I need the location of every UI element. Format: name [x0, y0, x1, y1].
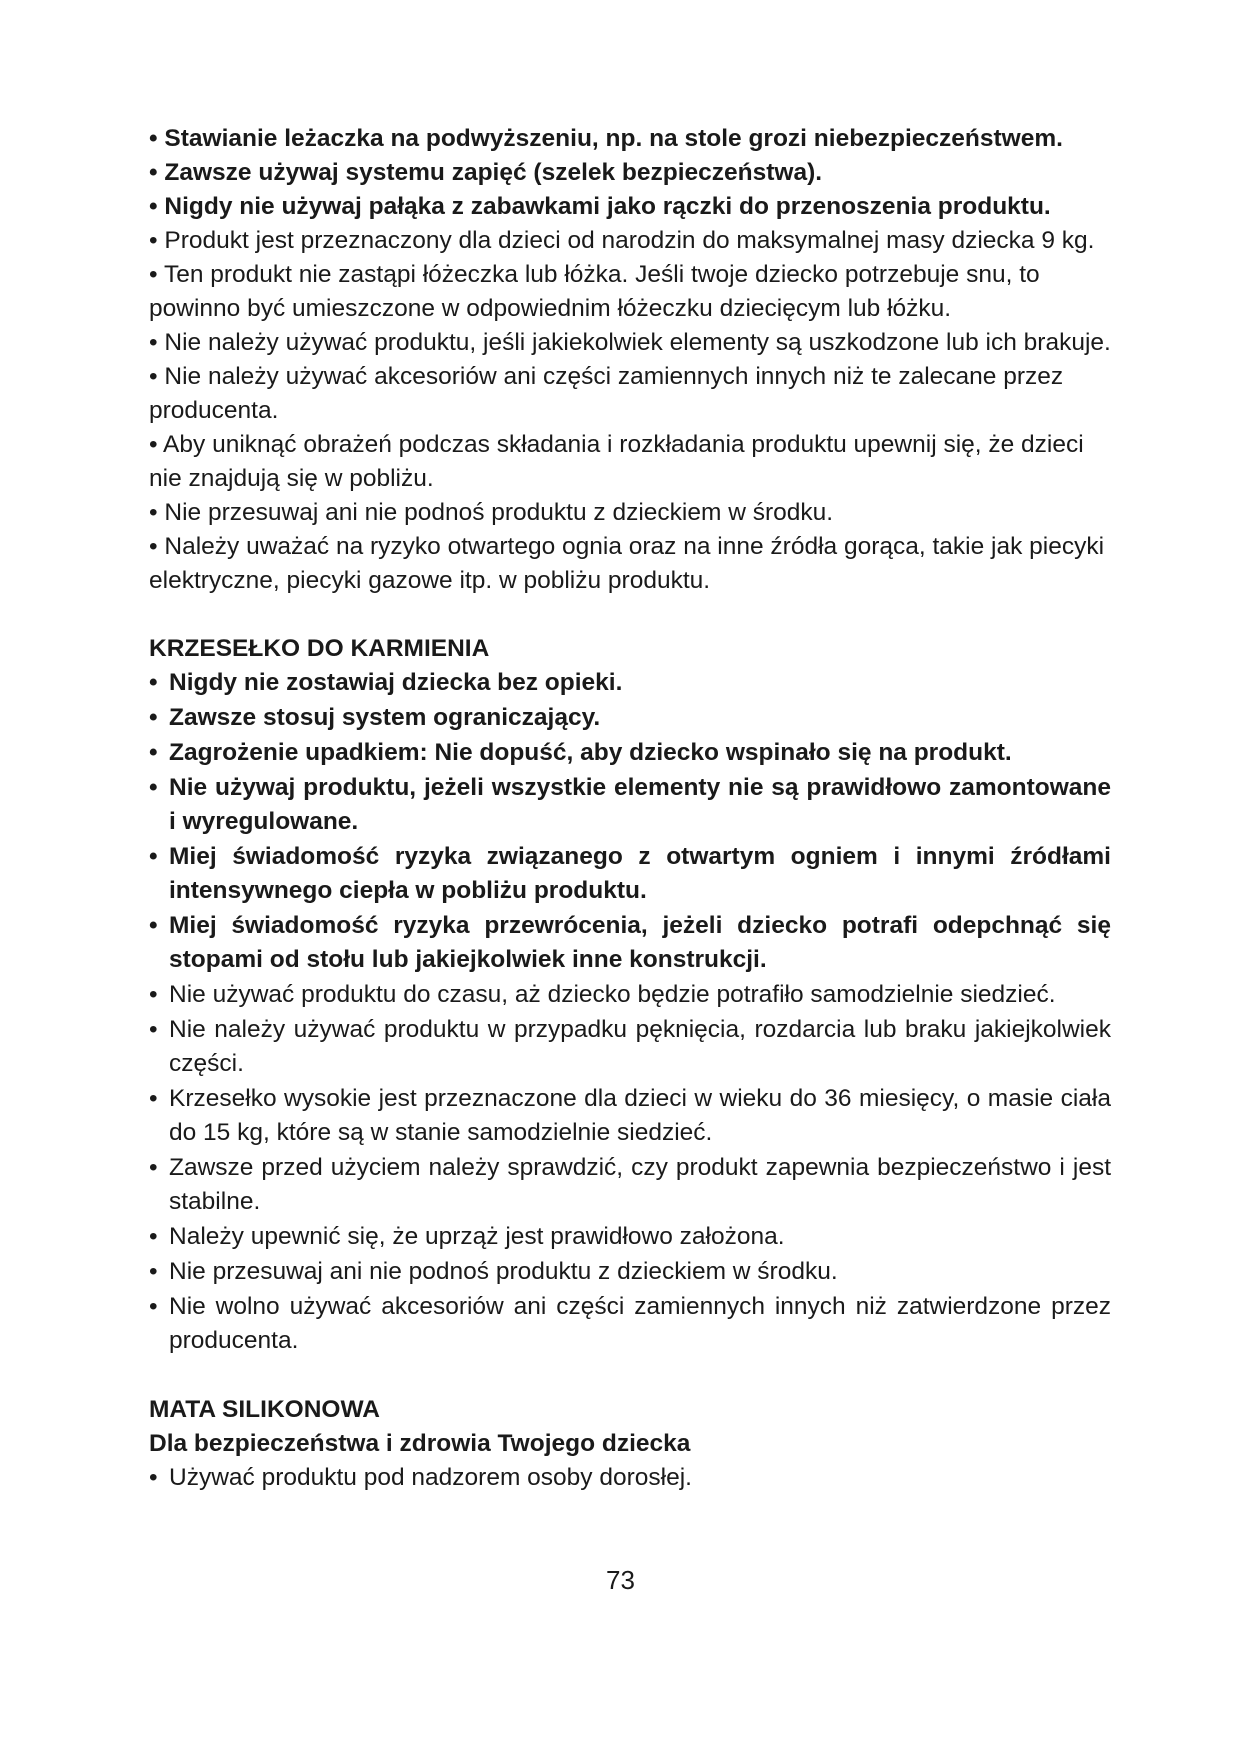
- silicone-mat-section: [149, 1393, 1111, 1495]
- section-spacer: [149, 598, 1111, 632]
- list-item: [149, 1255, 1111, 1289]
- list-item: [149, 771, 1111, 839]
- list-item: [149, 530, 1111, 598]
- list-item: [149, 736, 1111, 770]
- list-item: [149, 1013, 1111, 1081]
- list-item: [149, 360, 1111, 428]
- bullet: •: [149, 1223, 158, 1250]
- list-item-text: Nie przesuwaj ani nie podnoś produktu z dzieckiem w środku.: [169, 1258, 838, 1285]
- list-item: [149, 122, 1111, 156]
- list-item-text: Należy uważać na ryzyko otwartego ognia oraz na inne źródła gorąca, takie jak piecyki elektryczne, piecyki gazowe itp. w pobliżu produktu.: [149, 533, 1105, 594]
- list-item-text: Nie należy używać akcesoriów ani części zamiennych innych niż te zalecane przez producenta.: [149, 363, 1064, 424]
- bullet: •: [149, 912, 158, 939]
- list-item-text: Używać produktu pod nadzorem osoby dorosłej.: [169, 1464, 692, 1491]
- bullet: •: [149, 533, 158, 560]
- bullet: •: [149, 1016, 158, 1043]
- list-item-text: Nie przesuwaj ani nie podnoś produktu z dzieckiem w środku.: [164, 499, 834, 526]
- list-item-text: Należy upewnić się, że uprząż jest prawidłowo założona.: [169, 1223, 785, 1250]
- section-spacer: [149, 1359, 1111, 1393]
- list-item-text: Zawsze stosuj system ograniczający.: [169, 704, 601, 731]
- bullet: •: [149, 363, 158, 390]
- bullet: •: [149, 704, 158, 731]
- bullet: •: [149, 159, 158, 186]
- list-item: [149, 156, 1111, 190]
- list-item-text: Nie należy używać produktu, jeśli jakiekolwiek elementy są uszkodzone lub ich brakuje.: [164, 329, 1111, 356]
- bullet: •: [149, 329, 158, 356]
- bullet: •: [149, 193, 158, 220]
- high-chair-section: [149, 632, 1111, 1358]
- list-item-text: Miej świadomość ryzyka związanego z otwartym ogniem i innymi źródłami intensywnego ciepła w pobliżu produktu.: [169, 843, 1111, 904]
- list-item: [149, 978, 1111, 1012]
- bullet: •: [149, 125, 158, 152]
- bullet: •: [149, 1085, 158, 1112]
- bullet: •: [149, 431, 158, 458]
- list-item-text: Zagrożenie upadkiem: Nie dopuść, aby dziecko wspinało się na produkt.: [169, 739, 1012, 766]
- document-page: [149, 122, 1111, 1496]
- page-number: 73: [606, 1565, 635, 1595]
- list-item: [149, 701, 1111, 735]
- list-item: [149, 496, 1111, 530]
- list-item-text: Nie używaj produktu, jeżeli wszystkie elementy nie są prawidłowo zamontowane i wyregulowane.: [169, 774, 1111, 835]
- list-item-text: Nigdy nie zostawiaj dziecka bez opieki.: [169, 669, 623, 696]
- list-item-text: Nie używać produktu do czasu, aż dziecko będzie potrafiło samodzielnie siedzieć.: [169, 981, 1056, 1008]
- bullet: •: [149, 739, 158, 766]
- bullet: •: [149, 1293, 158, 1320]
- list-item: [149, 840, 1111, 908]
- bullet: •: [149, 499, 158, 526]
- list-item: [149, 258, 1111, 326]
- section-heading: KRZESEŁKO DO KARMIENIA: [149, 635, 490, 662]
- list-item: [149, 1290, 1111, 1358]
- section-heading: MATA SILIKONOWA: [149, 1396, 380, 1423]
- list-item-text: Miej świadomość ryzyka przewrócenia, jeżeli dziecko potrafi odepchnąć się stopami od stołu lub jakiejkolwiek inne konstrukcji.: [169, 912, 1111, 973]
- list-item: [149, 1461, 1111, 1495]
- list-item-text: Ten produkt nie zastąpi łóżeczka lub łóżka. Jeśli twoje dziecko potrzebuje snu, to powinno być umieszczone w odpowiednim łóżeczku dziecięcym lub łóżku.: [149, 261, 1040, 322]
- list-item-text: Aby uniknąć obrażeń podczas składania i rozkładania produktu upewnij się, że dzieci nie znajdują się w pobliżu.: [149, 431, 1084, 492]
- section-subheading: Dla bezpieczeństwa i zdrowia Twojego dziecka: [149, 1430, 691, 1457]
- list-item-text: Nigdy nie używaj pałąka z zabawkami jako rączki do przenoszenia produktu.: [164, 193, 1051, 220]
- list-item: [149, 1082, 1111, 1150]
- bullet: •: [149, 1154, 158, 1181]
- list-item-text: Krzesełko wysokie jest przeznaczone dla dzieci w wieku do 36 miesięcy, o masie ciała do 15 kg, które są w stanie samodzielnie siedzieć.: [169, 1085, 1111, 1146]
- list-item: [149, 909, 1111, 977]
- list-item: [149, 224, 1111, 258]
- list-item-text: Nie wolno używać akcesoriów ani części zamiennych innych niż zatwierdzone przez producenta.: [169, 1293, 1111, 1354]
- list-item: [149, 428, 1111, 496]
- list-item: [149, 666, 1111, 700]
- list-item-text: Zawsze używaj systemu zapięć (szelek bezpieczeństwa).: [164, 159, 823, 186]
- list-item: [149, 1151, 1111, 1219]
- list-item: [149, 190, 1111, 224]
- bullet: •: [149, 227, 158, 254]
- bouncer-safety-list: [149, 122, 1111, 598]
- bullet: •: [149, 843, 158, 870]
- bullet: •: [149, 1258, 158, 1285]
- bullet: •: [149, 669, 158, 696]
- list-item-text: Stawianie leżaczka na podwyższeniu, np. na stole grozi niebezpieczeństwem.: [164, 125, 1063, 152]
- bullet: •: [149, 261, 158, 288]
- bullet: •: [149, 981, 158, 1008]
- bullet: •: [149, 1464, 158, 1491]
- list-item: [149, 1220, 1111, 1254]
- list-item-text: Zawsze przed użyciem należy sprawdzić, czy produkt zapewnia bezpieczeństwo i jest stabilne.: [169, 1154, 1111, 1215]
- list-item-text: Nie należy używać produktu w przypadku pęknięcia, rozdarcia lub braku jakiejkolwiek części.: [169, 1016, 1111, 1077]
- bullet: •: [149, 774, 158, 801]
- list-item: [149, 326, 1111, 360]
- list-item-text: Produkt jest przeznaczony dla dzieci od narodzin do maksymalnej masy dziecka 9 kg.: [164, 227, 1095, 254]
